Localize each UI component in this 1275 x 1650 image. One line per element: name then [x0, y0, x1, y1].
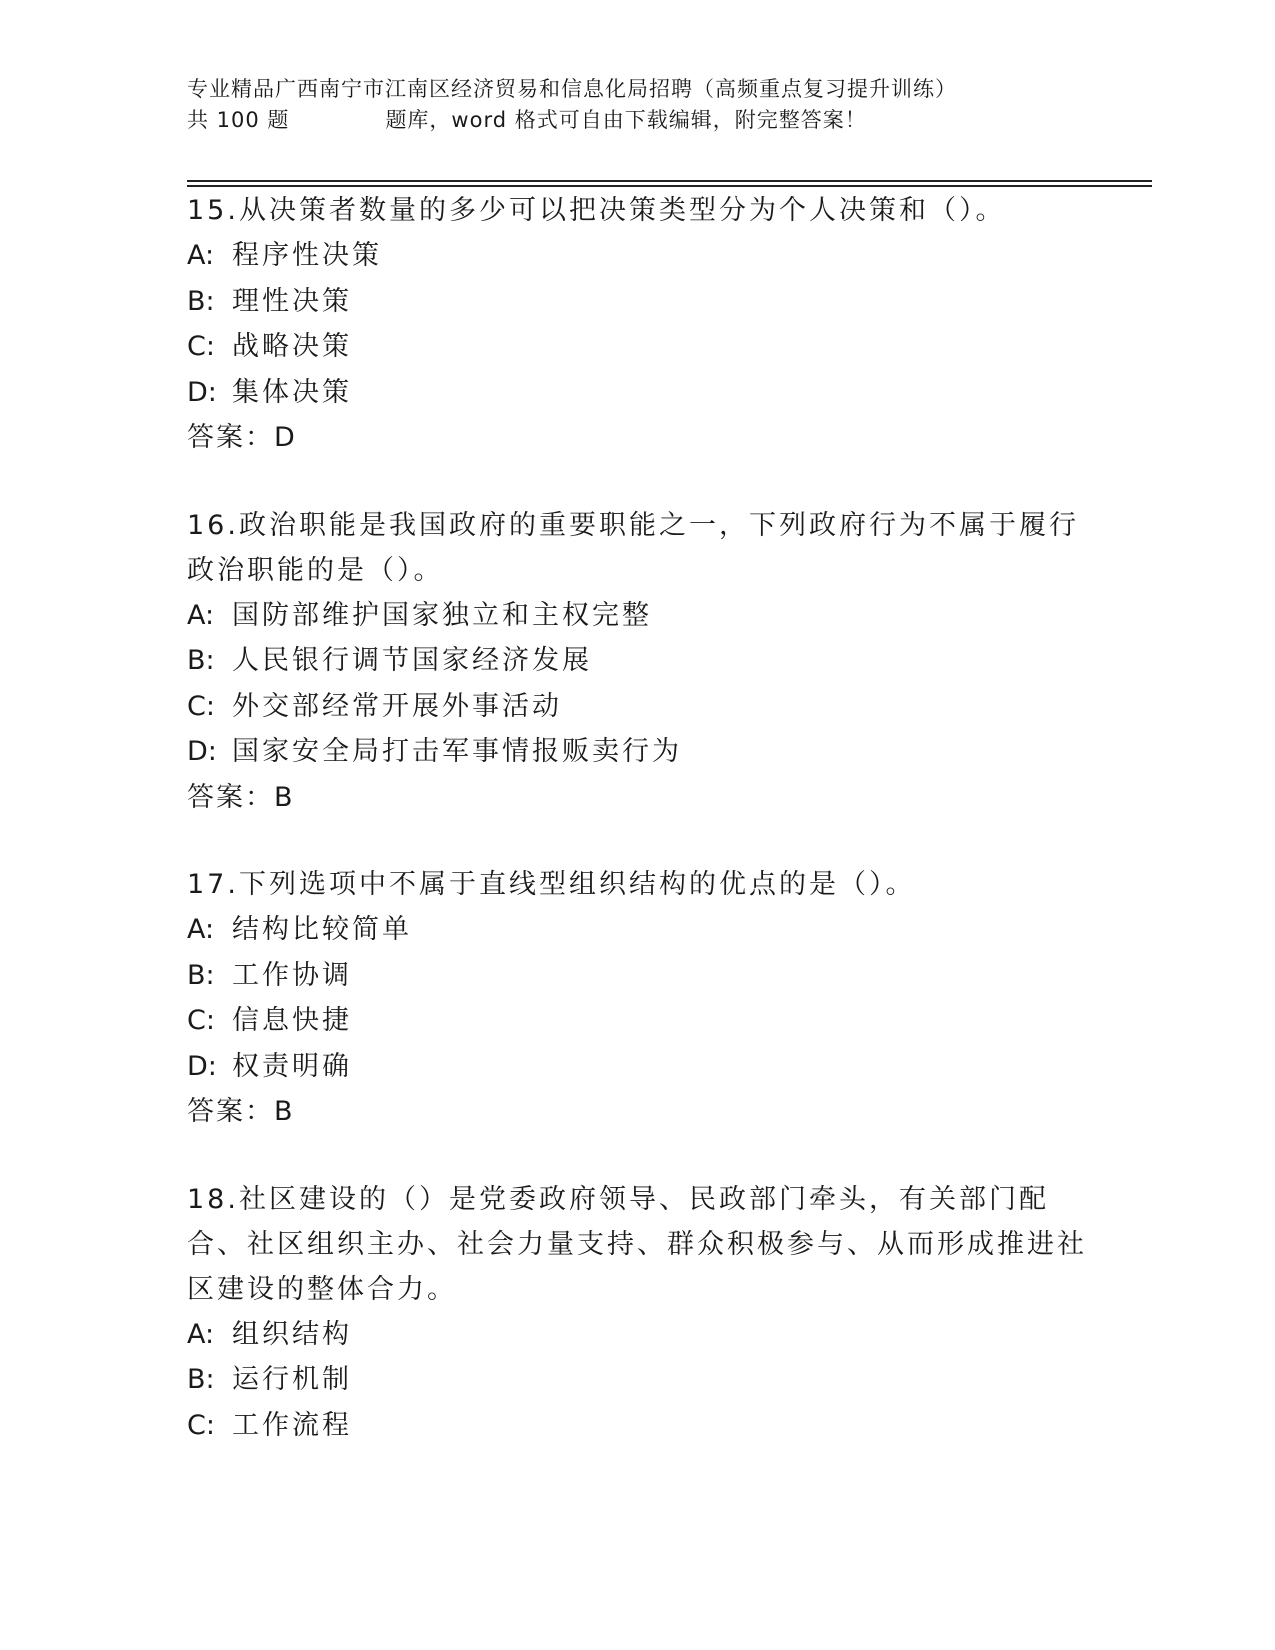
option-c: C: 外交部经常开展外事活动 — [187, 690, 562, 722]
option-a: A: 组织结构 — [187, 1318, 352, 1350]
question-text: 15.从决策者数量的多少可以把决策类型分为个人决策和（）。 — [187, 195, 1006, 226]
option-c: C: 信息快捷 — [187, 1005, 352, 1036]
question-15 — [187, 188, 1087, 461]
question-text: 17.下列选项中不属于直线型组织结构的优点的是（）。 — [187, 869, 916, 900]
question-text: 16.政治职能是我国政府的重要职能之一，下列政府行为不属于履行政治职能的是（）。 — [187, 509, 1079, 586]
option-c: C: 工作流程 — [187, 1409, 352, 1441]
answer-line: 答案：B — [187, 781, 295, 813]
document-header — [187, 74, 1087, 136]
option-b: B: 人民银行调节国家经济发展 — [187, 645, 592, 676]
option-b: B: 运行机制 — [187, 1364, 352, 1395]
question-text: 18.社区建设的（）是党委政府领导、民政部门牵头，有关部门配合、社区组织主办、社会力量支持、群众积极参与、从而形成推进社区建设的整体合力。 — [187, 1183, 1087, 1305]
header-description: 题库，word 格式可自由下载编辑，附完整答案！ — [385, 108, 867, 132]
question-list — [187, 188, 1087, 1490]
header-divider-bottom — [187, 185, 1152, 187]
header-title-line: 专业精品广西南宁市江南区经济贸易和信息化局招聘（高频重点复习提升训练） — [187, 77, 957, 101]
question-18 — [187, 1177, 1087, 1449]
option-d: D: 国家安全局打击军事情报贩卖行为 — [187, 736, 682, 767]
option-c: C: 战略决策 — [187, 331, 352, 362]
answer-line: 答案：D — [187, 422, 297, 453]
option-a: A: 结构比较简单 — [187, 914, 412, 945]
option-b: B: 理性决策 — [187, 285, 352, 317]
header-question-count: 共 100 题 — [187, 108, 290, 132]
header-subtitle-line — [187, 105, 1087, 136]
option-d: D: 权责明确 — [187, 1050, 352, 1082]
header-divider-top — [187, 180, 1152, 182]
option-a: A: 国防部维护国家独立和主权完整 — [187, 599, 652, 631]
option-d: D: 集体决策 — [187, 376, 352, 408]
question-17 — [187, 862, 1087, 1135]
answer-line: 答案：B — [187, 1096, 295, 1127]
option-a: A: 程序性决策 — [187, 240, 382, 271]
question-16 — [187, 503, 1087, 821]
option-b: B: 工作协调 — [187, 959, 352, 991]
